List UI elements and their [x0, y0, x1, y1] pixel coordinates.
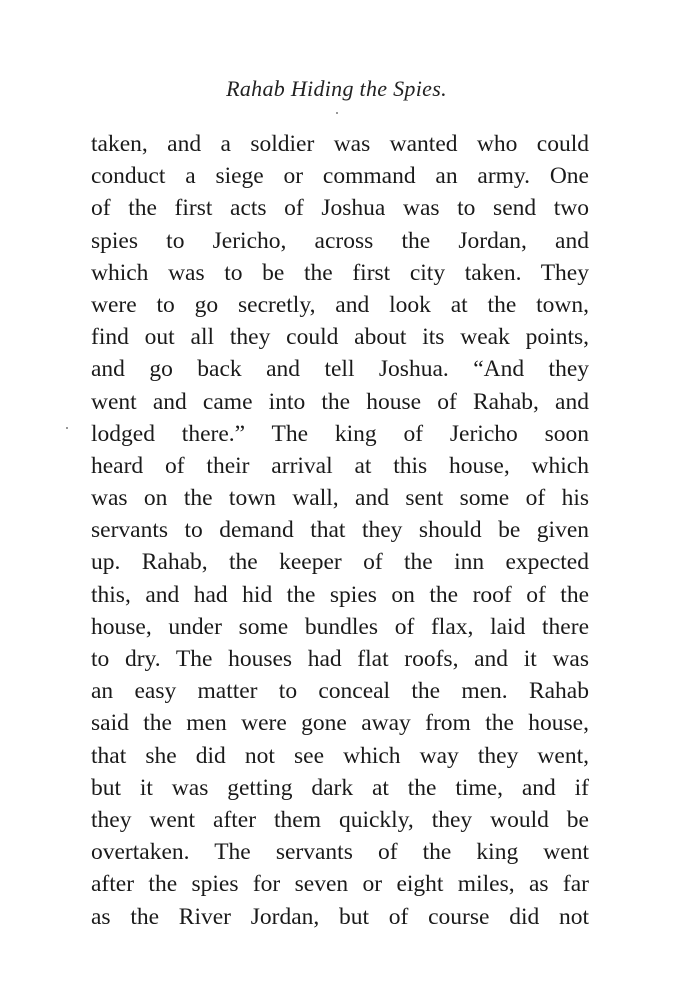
text-line: and go back and tell Joshua. “And they [91, 356, 589, 383]
text-line: went and came into the house of Rahab, and [91, 388, 589, 415]
text-line: lodged there.” The king of Jericho soon [91, 420, 589, 447]
text-line: were to go secretly, and look at the town, [91, 291, 589, 318]
text-line: said the men were gone away from the house, [91, 710, 589, 737]
text-line: spies to Jericho, across the Jordan, and [91, 227, 589, 254]
text-line: was on the town wall, and sent some of his [91, 485, 589, 512]
text-line: servants to demand that they should be given [91, 517, 589, 544]
print-speck [336, 112, 338, 114]
text-line: heard of their arrival at this house, which [91, 452, 589, 479]
text-line: an easy matter to conceal the men. Rahab [91, 678, 589, 705]
text-line: to dry. The houses had flat roofs, and it was [91, 646, 589, 672]
text-line: find out all they could about its weak points, [91, 324, 589, 351]
text-line: house, under some bundles of flax, laid there [91, 613, 589, 640]
text-line: but it was getting dark at the time, and if [91, 774, 589, 801]
body-text [91, 128, 589, 933]
text-line: this, and had hid the spies on the roof of the [91, 581, 589, 608]
print-speck [66, 427, 68, 429]
text-line: taken, and a soldier was wanted who could [91, 131, 589, 157]
text-line: that she did not see which way they went, [91, 742, 589, 769]
text-line: up. Rahab, the keeper of the inn expected [91, 549, 589, 576]
text-line: of the first acts of Joshua was to send two [91, 195, 589, 222]
text-line: as the River Jordan, but of course did not [91, 903, 589, 930]
text-line: they went after them quickly, they would be [91, 806, 589, 833]
text-line: conduct a siege or command an army. One [91, 163, 589, 190]
text-line: after the spies for seven or eight miles, as far [91, 871, 589, 898]
text-line: which was to be the first city taken. They [91, 259, 589, 286]
text-line: overtaken. The servants of the king went [91, 839, 589, 866]
running-head: Rahab Hiding the Spies. [226, 76, 447, 101]
